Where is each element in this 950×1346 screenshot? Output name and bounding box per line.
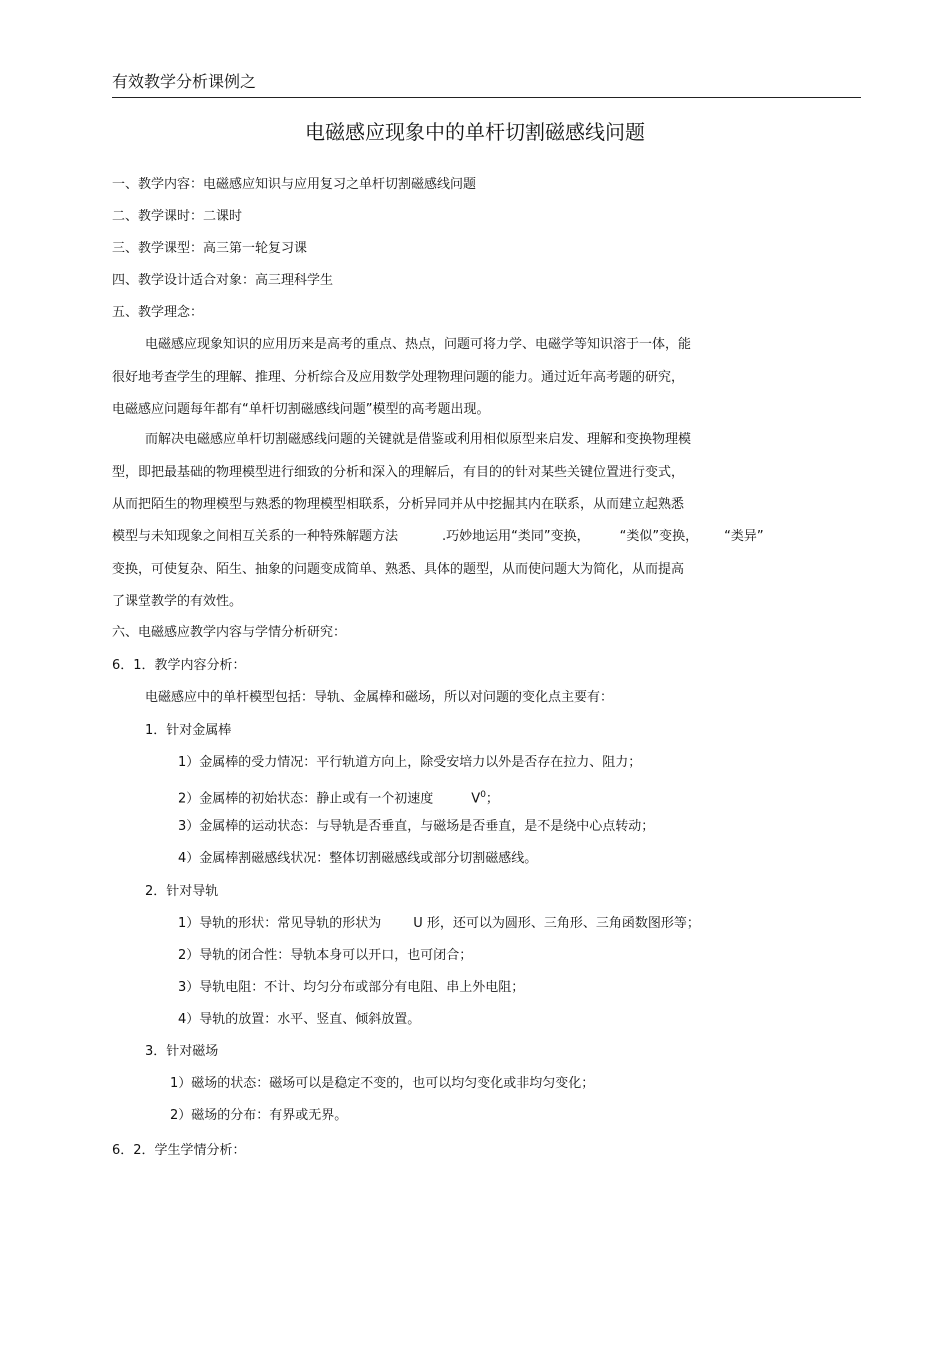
paragraph-2-line: 变换，可使复杂、陌生、抽象的问题变成简单、熟悉、具体的题型，从而使问题大为简化，从而提高 <box>112 562 685 577</box>
rod-item-1: 1）金属棒的受力情况：平行轨道方向上，除受安培力以外是否存在拉力、阻力； <box>178 755 642 770</box>
paragraph-2-fragment: 模型与未知现象之间相互关系的一种特殊解题方法 <box>112 529 399 544</box>
group-field-title: 3．针对磁场 <box>145 1044 219 1059</box>
rail-item-1-text: 1）导轨的形状：常见导轨的形状为 <box>178 916 382 931</box>
item-target: 四、教学设计适合对象：高三理科学生 <box>112 273 334 288</box>
paragraph-2-fragment: “类似”变换， <box>619 529 699 544</box>
paragraph-2-fragment: .巧妙地运用“类同”变换， <box>442 529 590 544</box>
section-6-heading: 六、电磁感应教学内容与学情分析研究： <box>112 625 347 640</box>
paragraph-2-line: 从而把陌生的物理模型与熟悉的物理模型相联系，分析异同并从中挖掘其内在联系，从而建立起熟悉 <box>112 497 685 512</box>
rod-item-3: 3）金属棒的运动状态：与导轨是否垂直，与磁场是否垂直，是不是绕中心点转动； <box>178 819 655 834</box>
field-item-1: 1）磁场的状态：磁场可以是稳定不变的，也可以均匀变化或非均匀变化； <box>170 1076 595 1091</box>
rod-item-2-text: 2）金属棒的初始状态：静止或有一个初速度 <box>178 791 434 807</box>
rod-item-2-end: ； <box>485 791 499 807</box>
initial-velocity-symbol: V <box>471 791 481 807</box>
paragraph-2-fragment: “类异” <box>724 529 764 544</box>
velocity-subscript: 0 <box>480 790 486 800</box>
paragraph-2-line <box>112 528 764 546</box>
rail-item-1-rest: U 形，还可以为圆形、三角形、三角函数图形等； <box>413 916 700 931</box>
section-6-1-heading: 6．1．教学内容分析： <box>112 658 246 673</box>
rail-item-4: 4）导轨的放置：水平、竖直、倾斜放置。 <box>178 1012 421 1027</box>
paragraph-1-line: 电磁感应问题每年都有“单杆切割磁感线问题”模型的高考题出现。 <box>112 402 490 417</box>
running-header: 有效教学分析课例之 <box>112 70 861 98</box>
group-rod-title: 1．针对金属棒 <box>145 723 232 738</box>
rod-item-4: 4）金属棒割磁感线状况：整体切割磁感线或部分切割磁感线。 <box>178 851 538 866</box>
paragraph-1-line: 电磁感应现象知识的应用历来是高考的重点、热点，问题可将力学、电磁学等知识溶于一体，能 <box>145 337 692 352</box>
rail-item-3: 3）导轨电阻：不计、均匀分布或部分有电阻、串上外电阻； <box>178 980 525 995</box>
field-item-2: 2）磁场的分布：有界或无界。 <box>170 1108 348 1123</box>
item-content: 一、教学内容：电磁感应知识与应用复习之单杆切割磁感线问题 <box>112 177 477 192</box>
document-title: 电磁感应现象中的单杆切割磁感线问题 <box>305 120 645 144</box>
item-hours: 二、教学课时：二课时 <box>112 209 243 224</box>
paragraph-2-line: 而解决电磁感应单杆切割磁感线问题的关键就是借鉴或利用相似原型来启发、理解和变换物理模 <box>145 432 692 447</box>
section-6-2-heading: 6．2．学生学情分析： <box>112 1143 246 1158</box>
paragraph-1-line: 很好地考查学生的理解、推理、分析综合及应用数学处理物理问题的能力。通过近年高考题的研究， <box>112 370 685 385</box>
rod-item-2 <box>178 786 499 808</box>
section-6-1-intro: 电磁感应中的单杆模型包括：导轨、金属棒和磁场，所以对问题的变化点主要有： <box>145 690 614 705</box>
item-philosophy: 五、教学理念： <box>112 305 204 320</box>
paragraph-2-line: 了课堂教学的有效性。 <box>112 594 243 609</box>
paragraph-2-line: 型，即把最基础的物理模型进行细致的分析和深入的理解后，有目的的针对某些关键位置进行变式， <box>112 465 685 480</box>
rail-item-1 <box>178 915 700 933</box>
item-type: 三、教学课型：高三第一轮复习课 <box>112 241 308 256</box>
group-rail-title: 2．针对导轨 <box>145 884 219 899</box>
rail-item-2: 2）导轨的闭合性：导轨本身可以开口，也可闭合； <box>178 948 473 963</box>
